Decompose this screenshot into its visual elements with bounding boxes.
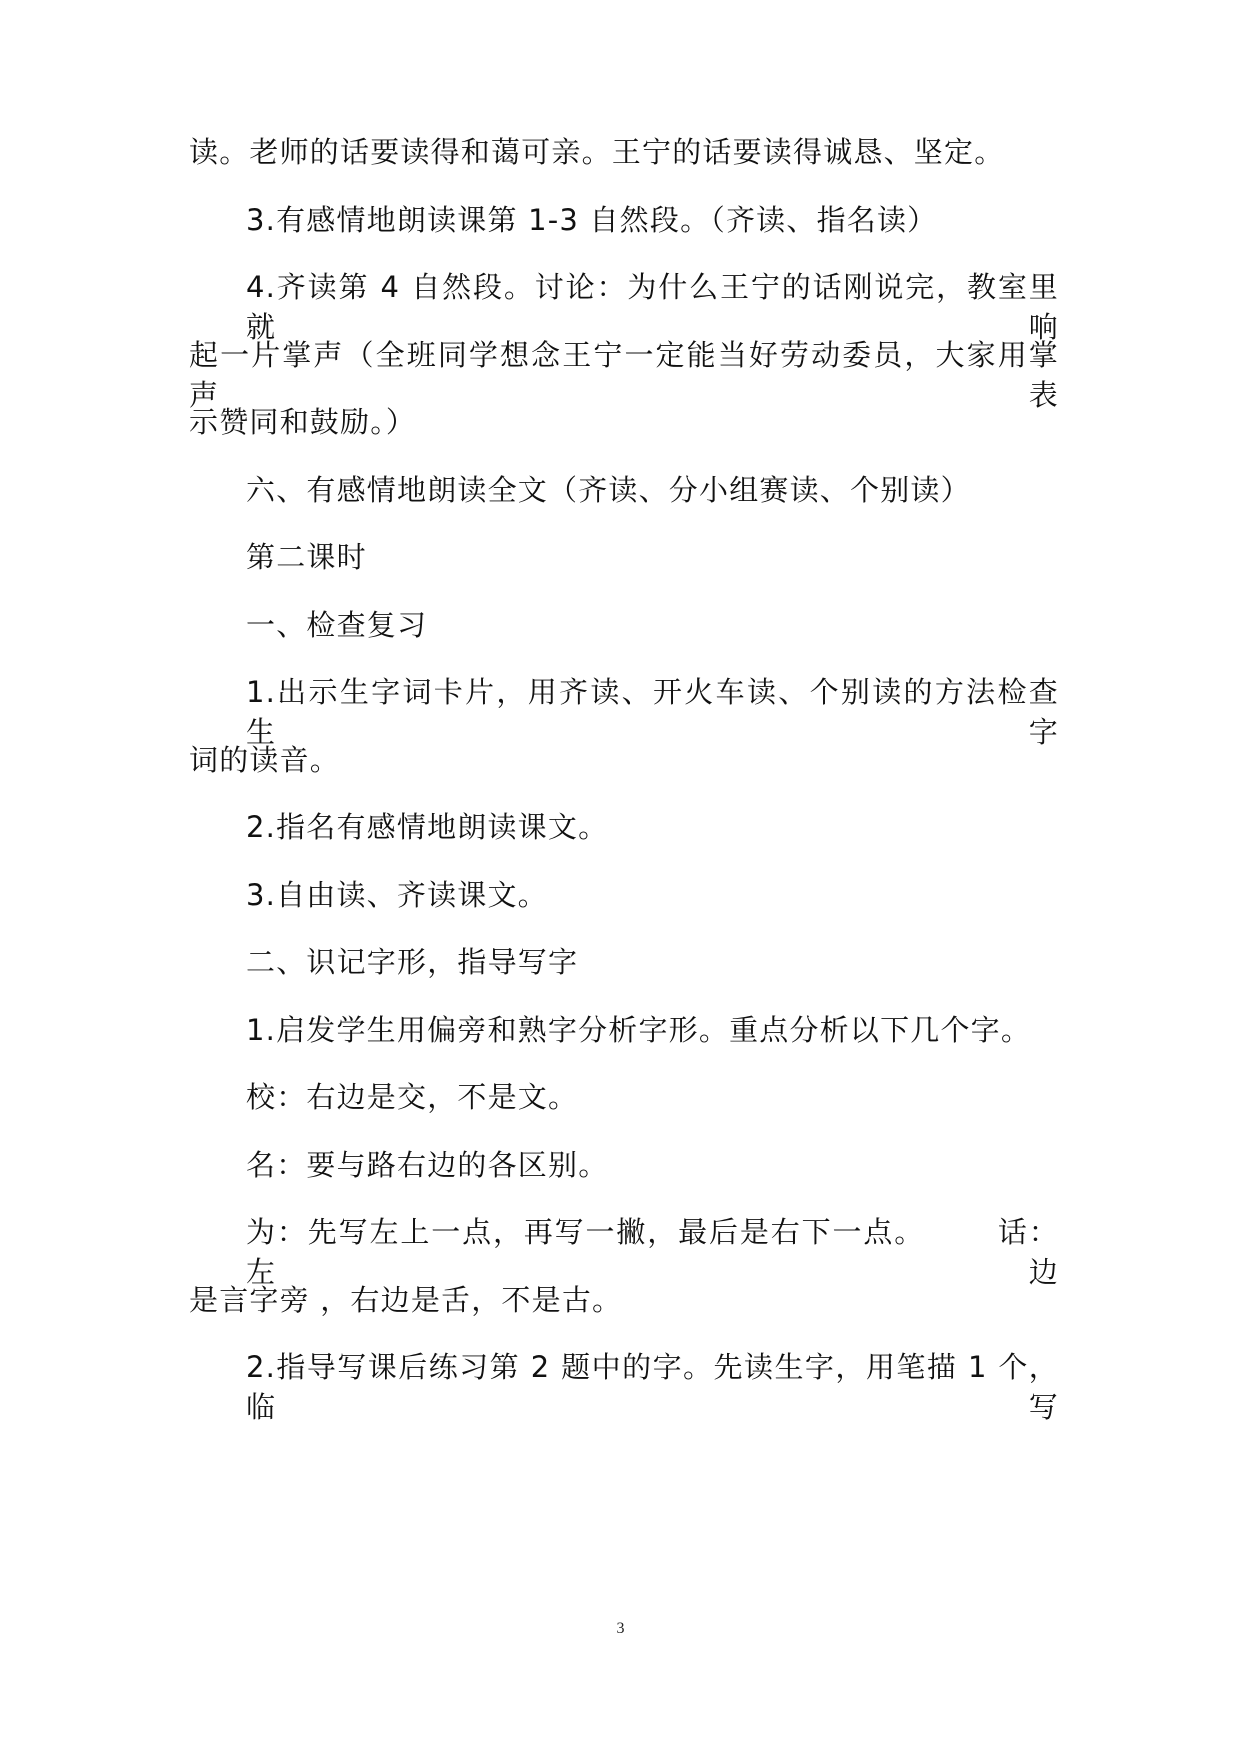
text-line: 第二课时 (246, 540, 367, 574)
text-line: 起一片掌声（全班同学想念王宁一定能当好劳动委员，大家用掌声表 (189, 338, 1059, 412)
text-line: 示赞同和鼓励。） (189, 405, 417, 439)
text-line: 名：要与路右边的各区别。 (246, 1148, 609, 1182)
page-number: 3 (616, 1620, 625, 1637)
text-line: 是言字旁 ，右边是舌，不是古。 (189, 1283, 623, 1317)
text-line: 4.齐读第 4 自然段。讨论：为什么王宁的话刚说完，教室里就响 (246, 270, 1059, 344)
text-line: 一、检查复习 (246, 608, 428, 642)
text-line: 2.指导写课后练习第 2 题中的字。先读生字，用笔描 1 个，临写 (246, 1350, 1059, 1424)
text-line: 1.出示生字词卡片，用齐读、开火车读、个别读的方法检查生字 (246, 675, 1059, 749)
text-line: 2.指名有感情地朗读课文。 (246, 810, 609, 844)
text-line: 3.有感情地朗读课第 1-3 自然段。（齐读、指名读） (246, 203, 938, 237)
text-line: 1.启发学生用偏旁和熟字分析字形。重点分析以下几个字。 (246, 1013, 1032, 1047)
text-line: 词的读音。 (189, 743, 341, 777)
text-line: 读。老师的话要读得和蔼可亲。王宁的话要读得诚恳、坚定。 (189, 135, 1005, 169)
text-line: 为：先写左上一点，再写一撇，最后是右下一点。 话：左边 (246, 1215, 1059, 1289)
text-line: 3.自由读、齐读课文。 (246, 878, 548, 912)
text-line: 校：右边是交，不是文。 (246, 1080, 579, 1114)
text-line: 二、识记字形，指导写字 (246, 945, 579, 979)
text-line: 六、有感情地朗读全文（齐读、分小组赛读、个别读） (246, 473, 971, 507)
